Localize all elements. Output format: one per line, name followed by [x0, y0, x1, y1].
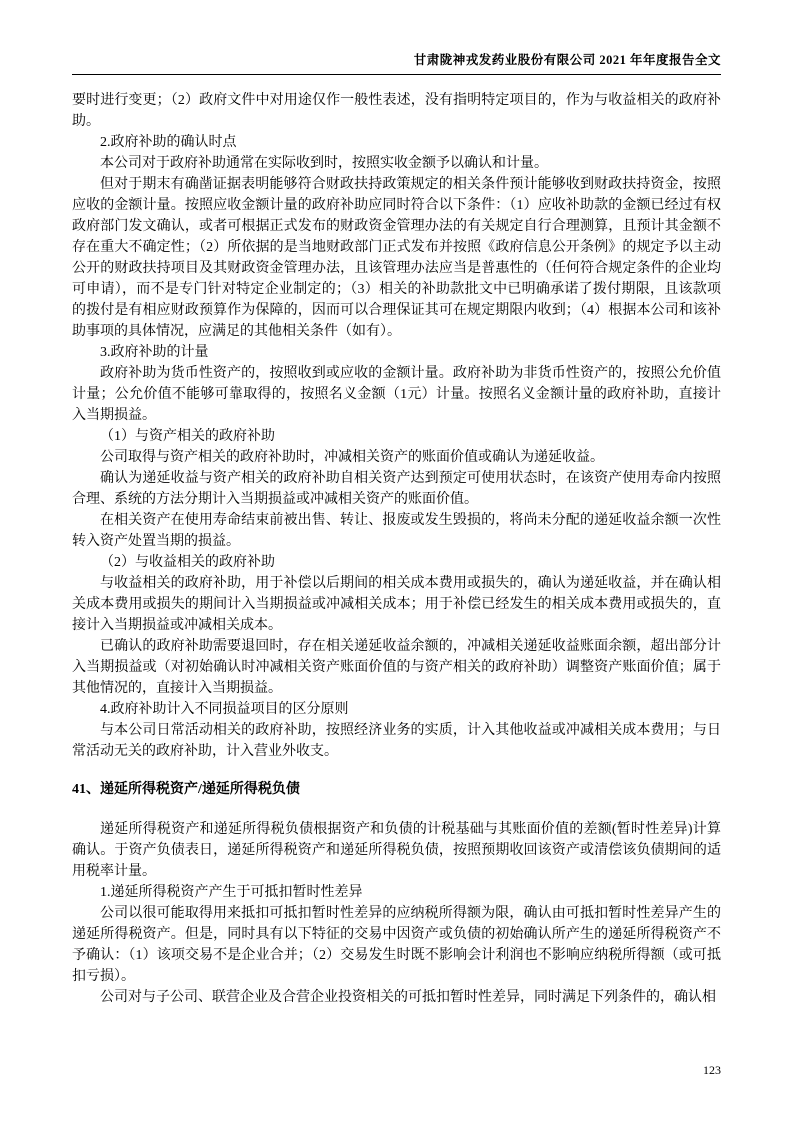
report-header-title: 甘肃陇神戎发药业股份有限公司 2021 年年度报告全文 — [413, 53, 721, 67]
page-number: 123 — [703, 1063, 721, 1077]
paragraph: 但对于期末有确凿证据表明能够符合财政扶持政策规定的相关条件预计能够收到财政扶持资金，按照应收的金额计量。按照应收金额计量的政府补助应同时符合以下条件：（1）应收补助款的金额已经过有权政府部门发文确认，或者可根据正式发布的财政资金管理办法的有关规定自行合理测算，且预计其金额不存在重大不确定性；（2）所依据的是当地财政部门正式发布并按照《政府信息公开条例》的规定予以主动公开的财政扶持项目及其财政资金管理办法，且该管理办法应当是普惠性的（任何符合规定条件的企业均可申请），而不是专门针对特定企业制定的；（3）相关的补助款批文中已明确承诺了拨付期限，且该款项的拨付是有相应财政预算作为保障的，因而可以合理保证其可在规定期限内收到；（4）根据本公司和该补助事项的具体情况，应满足的其他相关条件（如有）。 — [72, 177, 721, 339]
paragraph: 4.政府补助计入不同损益项目的区分原则 — [100, 702, 349, 717]
paragraph: 与收益相关的政府补助，用于补偿以后期间的相关成本费用或损失的，确认为递延收益，并在确认相关成本费用或损失的期间计入当期损益或冲减相关成本；用于补偿已经发生的相关成本费用或损失的，直接计入当期损益或冲减相关成本。 — [72, 576, 721, 633]
paragraph: 本公司对于政府补助通常在实际收到时，按照实收金额予以确认和计量。 — [100, 156, 548, 171]
paragraph: （2）与收益相关的政府补助 — [100, 555, 275, 570]
paragraph: 已确认的政府补助需要退回时，存在相关递延收益余额的，冲减相关递延收益账面余额，超出部分计入当期损益或（对初始确认时冲减相关资产账面价值的与资产相关的政府补助）调整资产账面价值；属于其他情况的，直接计入当期损益。 — [72, 639, 721, 696]
paragraph: 政府补助为货币性资产的，按照收到或应收的金额计量。政府补助为非货币性资产的，按照公允价值计量；公允价值不能够可靠取得的，按照名义金额（1元）计量。按照名义金额计量的政府补助，直接计入当期损益。 — [72, 366, 721, 423]
paragraph: 确认为递延收益与资产相关的政府补助自相关资产达到预定可使用状态时，在该资产使用寿命内按照合理、系统的方法分期计入当期损益或冲减相关资产的账面价值。 — [72, 471, 721, 507]
paragraph: 公司对与子公司、联营企业及合营企业投资相关的可抵扣暂时性差异，同时满足下列条件的，确认相 — [100, 990, 716, 1005]
page-footer — [703, 1063, 721, 1078]
paragraph: 2.政府补助的确认时点 — [100, 135, 237, 150]
paragraph: 在相关资产在使用寿命结束前被出售、转让、报废或发生毁损的，将尚未分配的递延收益余额一次性转入资产处置当期的损益。 — [72, 513, 721, 549]
section-heading: 41、递延所得税资产/递延所得税负债 — [72, 782, 300, 797]
page-header — [72, 50, 721, 75]
paragraph: 公司以很可能取得用来抵扣可抵扣暂时性差异的应纳税所得额为限，确认由可抵扣暂时性差异产生的递延所得税资产。但是，同时具有以下特征的交易中因资产或负债的初始确认所产生的递延所得税资产不予确认：（1）该项交易不是企业合并；（2）交易发生时既不影响会计利润也不影响应纳税所得额（或可抵扣亏损）。 — [72, 906, 721, 984]
document-body — [72, 90, 721, 1008]
paragraph: 递延所得税资产和递延所得税负债根据资产和负债的计税基础与其账面价值的差额(暂时性差异)计算确认。于资产负债表日，递延所得税资产和递延所得税负债，按照预期收回该资产或清偿该负债期间的适用税率计量。 — [72, 822, 721, 879]
paragraph: 与本公司日常活动相关的政府补助，按照经济业务的实质，计入其他收益或冲减相关成本费用；与日常活动无关的政府补助，计入营业外收支。 — [72, 723, 721, 759]
paragraph: 3.政府补助的计量 — [100, 345, 209, 360]
paragraph: 1.递延所得税资产产生于可抵扣暂时性差异 — [100, 885, 363, 900]
paragraph: （1）与资产相关的政府补助 — [100, 429, 275, 444]
paragraph: 要时进行变更；（2）政府文件中对用途仅作一般性表述，没有指明特定项目的，作为与收益相关的政府补助。 — [72, 93, 721, 129]
paragraph: 公司取得与资产相关的政府补助时，冲减相关资产的账面价值或确认为递延收益。 — [100, 450, 604, 465]
